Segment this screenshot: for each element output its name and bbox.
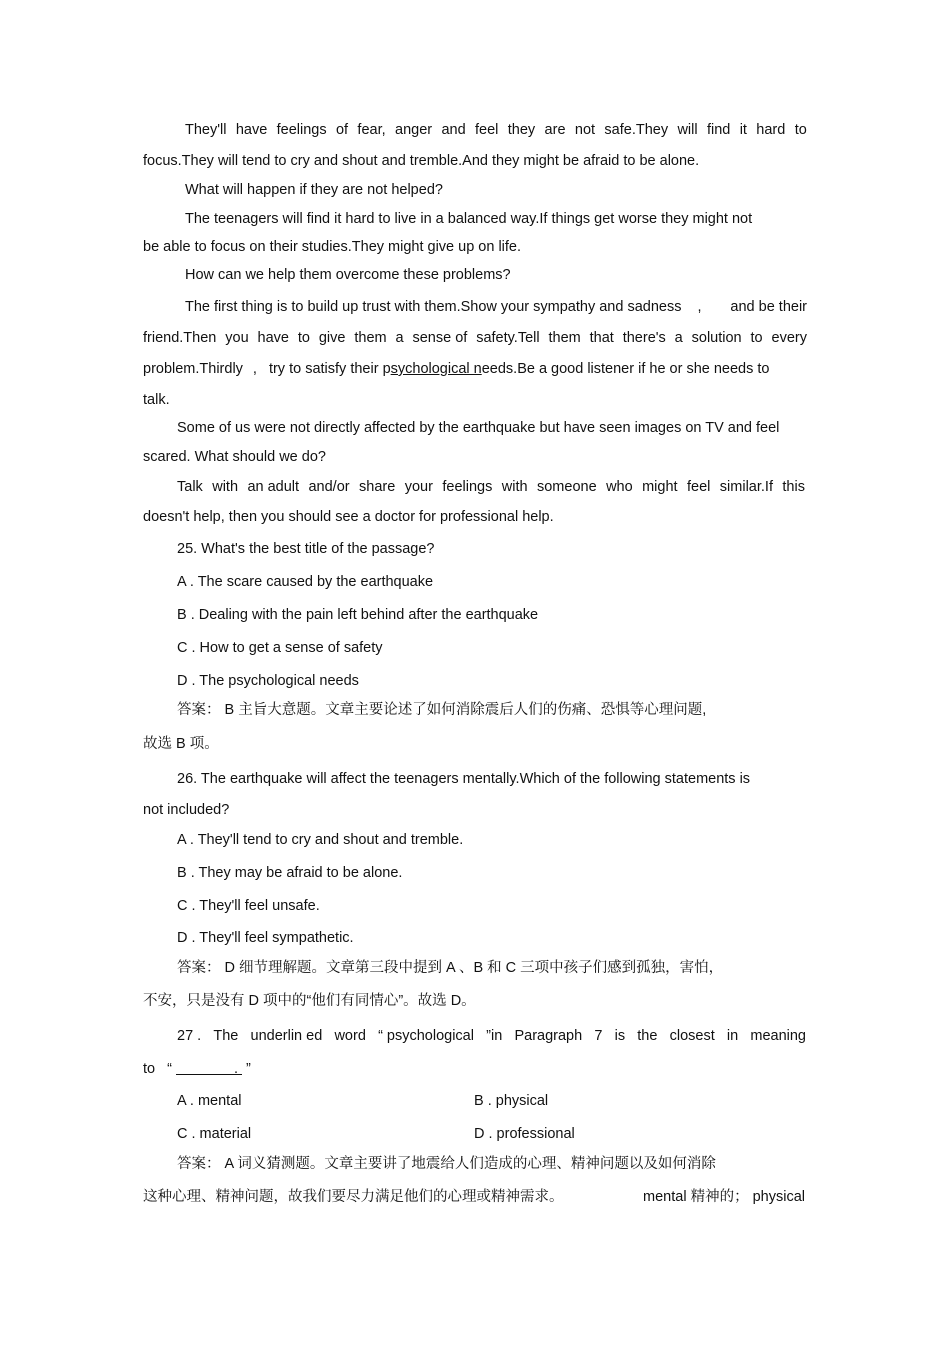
answer-blank	[176, 1060, 242, 1075]
q26-stem-line1: 26. The earthquake will affect the teenagers mentally.Which of the following statements is	[177, 771, 751, 787]
p5-line1: Talk with an adult and/or share your feelings with someone who might feel similar.If this	[177, 479, 805, 495]
q27-stem-line1: 27 . The underlin ed word “ psychological ”in Paragraph 7 is the closest in meaning	[177, 1028, 806, 1044]
q25-answer-line1: 答案： B 主旨大意题。文章主要论述了如何消除震后人们的伤痛、恐惧等心理问题,	[177, 702, 707, 718]
p2-line1: The teenagers will find it hard to live in a balanced way.If things get worse they might not	[185, 211, 753, 227]
q26-option-b: B . They may be afraid to be alone.	[177, 865, 403, 881]
p3-line3: problem.Thirdly , try to satisfy their psychological needs.Be a good listener if he or she needs to	[143, 361, 770, 377]
p3-line1: The first thing is to build up trust with them.Show your sympathy and sadness , and be their	[185, 299, 807, 315]
q26-option-c: C . They'll feel unsafe.	[177, 898, 320, 914]
q27-answer-line1: 答案： A 词义猜测题。文章主要讲了地震给人们造成的心理、精神问题以及如何消除	[177, 1156, 716, 1172]
q26-stem-line2: not included?	[143, 802, 230, 818]
p1-line1: They'll have feelings of fear, anger and feel they are not safe.They will find it hard to	[185, 122, 807, 138]
q27-answer-line2-right: mental 精神的； physical	[643, 1189, 805, 1205]
q25-option-c: C . How to get a sense of safety	[177, 640, 383, 656]
p3-line4: talk.	[143, 392, 170, 408]
q26-option-a: A . They'll tend to cry and shout and tremble.	[177, 832, 464, 848]
p2-line2: be able to focus on their studies.They might give up on life.	[143, 239, 522, 255]
p1-line2: focus.They will tend to cry and shout and tremble.And they might be afraid to be alone.	[143, 153, 700, 169]
q27-answer-line2-left: 这种心理、精神问题，故我们要尽力满足他们的心理或精神需求。	[143, 1189, 564, 1205]
p3-line2: friend.Then you have to give them a sense of safety.Tell them that there's a solution to every	[143, 330, 807, 346]
q25-option-a: A . The scare caused by the earthquake	[177, 574, 434, 590]
q25-option-d: D . The psychological needs	[177, 673, 359, 689]
q27-stem-line2: to “ . ”	[143, 1061, 251, 1077]
q27-option-c: C . material	[177, 1126, 252, 1142]
q25-answer-line2: 故选 B 项。	[143, 736, 219, 752]
p4-line2: scared. What should we do?	[143, 449, 326, 465]
question-not-helped: What will happen if they are not helped?	[185, 182, 443, 198]
p4-line1: Some of us were not directly affected by the earthquake but have seen images on TV and feel	[177, 420, 780, 436]
q27-option-a: A . mental	[177, 1093, 242, 1109]
p5-line2: doesn't help, then you should see a doctor for professional help.	[143, 509, 554, 525]
q27-option-b: B . physical	[474, 1093, 549, 1109]
q26-answer-line2: 不安，只是没有 D 项中的“他们有同情心”。故选 D。	[143, 993, 476, 1009]
q27-option-d: D . professional	[474, 1126, 575, 1142]
underlined-word: sychological n	[390, 361, 482, 377]
q26-answer-line1: 答案： D 细节理解题。文章第三段中提到 A 、B 和 C 三项中孩子们感到孤独，害怕，	[177, 960, 724, 976]
q25-stem: 25. What's the best title of the passage?	[177, 541, 435, 557]
q25-option-b: B . Dealing with the pain left behind after the earthquake	[177, 607, 539, 623]
q26-option-d: D . They'll feel sympathetic.	[177, 930, 354, 946]
question-overcome: How can we help them overcome these problems?	[185, 267, 511, 283]
